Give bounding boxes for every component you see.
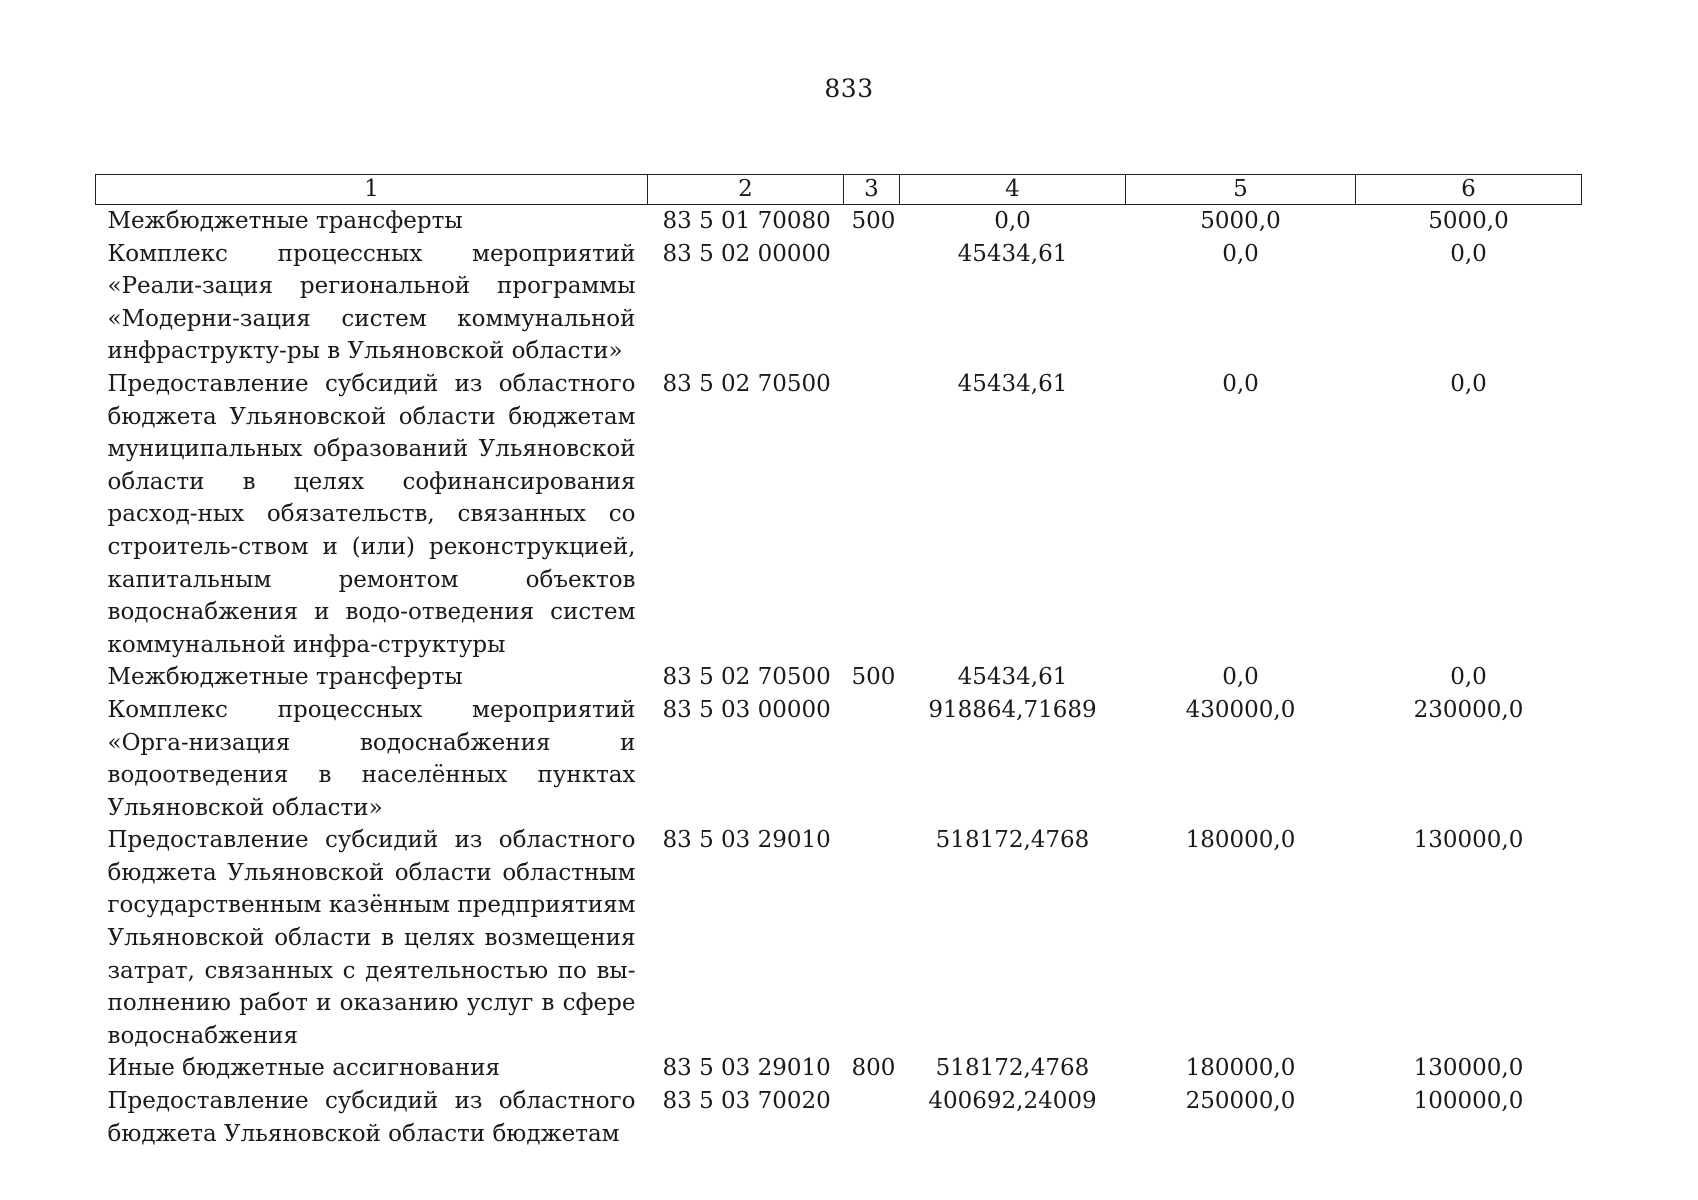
row-code: 83 5 03 00000 xyxy=(662,696,831,723)
row-value-col5: 180000,0 xyxy=(1185,1055,1296,1082)
row-value-col4: 45434,61 xyxy=(957,664,1068,691)
row-name: Межбюджетные трансферты xyxy=(107,664,463,691)
row-code: 83 5 03 29010 xyxy=(662,827,831,854)
table-row xyxy=(96,824,1582,1052)
table-row xyxy=(96,238,1582,368)
row-expense-type: 500 xyxy=(851,664,896,691)
row-value-col6: 130000,0 xyxy=(1413,827,1524,854)
row-code: 83 5 03 70020 xyxy=(662,1088,831,1115)
row-name: Иные бюджетные ассигнования xyxy=(107,1055,501,1082)
table-row xyxy=(96,368,1582,661)
table-row xyxy=(96,1052,1582,1085)
page-number: 833 xyxy=(824,74,874,103)
row-value-col5: 430000,0 xyxy=(1185,696,1296,723)
row-value-col4: 518172,4768 xyxy=(935,827,1090,854)
table-row xyxy=(96,661,1582,694)
table-row xyxy=(96,1085,1582,1150)
row-expense-type xyxy=(844,238,900,368)
row-code: 83 5 03 29010 xyxy=(662,1055,831,1082)
header-row xyxy=(96,175,1582,205)
row-value-col6: 0,0 xyxy=(1450,664,1487,691)
row-value-col6: 100000,0 xyxy=(1413,1088,1524,1115)
row-value-col4: 918864,71689 xyxy=(928,696,1097,723)
row-value-col4: 45434,61 xyxy=(957,370,1068,397)
row-value-col6: 130000,0 xyxy=(1413,1055,1524,1082)
row-value-col4: 0,0 xyxy=(994,208,1031,234)
budget-table xyxy=(95,174,1582,1150)
row-value-col4: 45434,61 xyxy=(957,240,1068,267)
header-col-2: 2 xyxy=(648,175,844,205)
row-value-col5: 5000,0 xyxy=(1200,208,1281,234)
table-body xyxy=(96,205,1582,1151)
row-value-col5: 0,0 xyxy=(1222,664,1259,691)
row-value-col5: 250000,0 xyxy=(1185,1088,1296,1115)
row-code: 83 5 01 70080 xyxy=(662,208,831,234)
row-value-col6: 230000,0 xyxy=(1413,696,1524,723)
header-col-5: 5 xyxy=(1126,175,1356,205)
row-expense-type xyxy=(844,1085,900,1150)
row-value-col6: 0,0 xyxy=(1450,240,1487,267)
row-code: 83 5 02 70500 xyxy=(662,370,831,397)
row-name: Межбюджетные трансферты xyxy=(107,208,463,234)
row-name: Комплекс процессных мероприятий «Орга-низация водоснабжения и водоотведения в населённых пунктах Ульяновской области» xyxy=(107,696,636,821)
header-col-1: 1 xyxy=(96,175,648,205)
table-row xyxy=(96,694,1582,824)
row-expense-type: 800 xyxy=(851,1055,896,1082)
row-expense-type xyxy=(844,694,900,824)
header-col-6: 6 xyxy=(1356,175,1582,205)
row-value-col4: 400692,24009 xyxy=(928,1088,1097,1115)
table-header xyxy=(96,175,1582,205)
row-value-col5: 180000,0 xyxy=(1185,827,1296,854)
row-name: Предоставление субсидий из областного бюджета Ульяновской области бюджетам xyxy=(107,1088,636,1147)
row-value-col6: 5000,0 xyxy=(1428,208,1509,234)
row-name: Комплекс процессных мероприятий «Реали-зация региональной программы «Модерни-зация систем коммунальной инфраструкту-ры в Ульяновской области» xyxy=(107,240,636,365)
row-expense-type: 500 xyxy=(851,208,896,234)
header-col-3: 3 xyxy=(844,175,900,205)
row-value-col5: 0,0 xyxy=(1222,240,1259,267)
row-name: Предоставление субсидий из областного бюджета Ульяновской области бюджетам муниципальных образований Ульяновской области в целях софинансирования расход-ных обязательств, связанных со строитель-ством и (или) реконструкцией, капитальным ремонтом объектов водоснабжения и водо-отведения систем коммунальной инфра-структуры xyxy=(107,370,636,658)
row-expense-type xyxy=(844,824,900,1052)
header-col-4: 4 xyxy=(900,175,1126,205)
row-value-col4: 518172,4768 xyxy=(935,1055,1090,1082)
row-code: 83 5 02 70500 xyxy=(662,664,831,691)
row-value-col5: 0,0 xyxy=(1222,370,1259,397)
row-expense-type xyxy=(844,368,900,661)
table-row xyxy=(96,205,1582,238)
row-code: 83 5 02 00000 xyxy=(662,240,831,267)
row-name: Предоставление субсидий из областного бюджета Ульяновской области областным государственным казённым предприятиям Ульяновской области в целях возмещения затрат, связанных с деятельностью по вы-полнению работ и оказанию услуг в сфере водоснабжения xyxy=(107,827,636,1049)
row-value-col6: 0,0 xyxy=(1450,370,1487,397)
